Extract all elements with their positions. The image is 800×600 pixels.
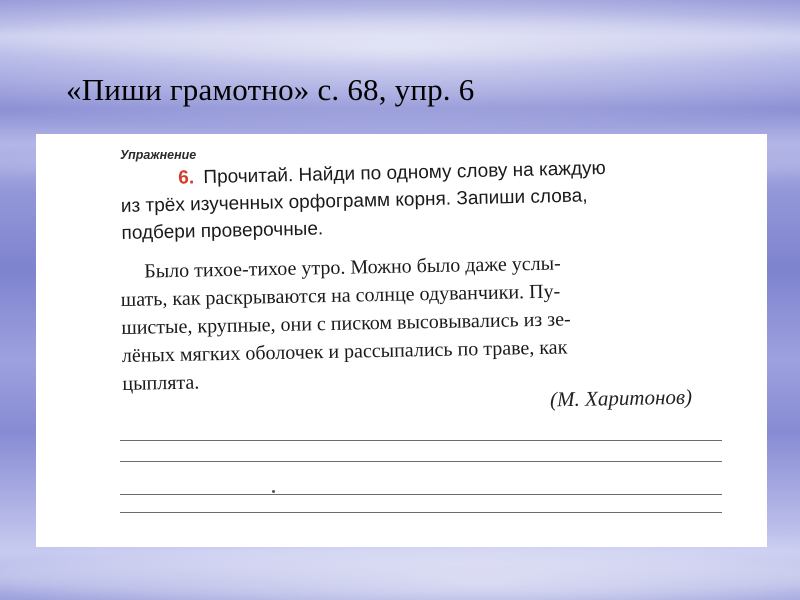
background-wave (0, 555, 800, 600)
writing-line (120, 461, 722, 462)
reading-passage (120, 246, 729, 398)
task-line: из трёх изученных орфограмм корня. Запиши слова, (120, 185, 588, 217)
passage-line: шистые, крупные, они с писком высовывались из зе- (121, 308, 571, 339)
exercise-label: Упражнение (120, 148, 197, 162)
passage-line: шать, как раскрываются на солнце одуванчики. Пу- (120, 280, 561, 311)
textbook-page (36, 134, 767, 547)
background-wave (0, 18, 800, 58)
writing-line (120, 440, 722, 441)
stray-dot (272, 490, 275, 493)
task-line-text: Прочитай. Найди по одному слову на каждую (203, 157, 607, 189)
passage-line: лёных мягких оболочек и рассыпались по траве, как (121, 336, 568, 367)
task-number: 6. (178, 167, 195, 189)
passage-line: цыплята. (122, 371, 200, 395)
passage-line: Было тихое-тихое утро. Можно было даже услы- (144, 252, 561, 283)
slide-title: «Пиши грамотно» с. 68, упр. 6 (66, 72, 475, 107)
task-instructions (120, 152, 728, 247)
task-line: подбери проверочные. (121, 218, 324, 244)
writing-line (120, 494, 722, 495)
passage-author: (М. Харитонов) (549, 384, 693, 412)
writing-line (120, 512, 722, 513)
